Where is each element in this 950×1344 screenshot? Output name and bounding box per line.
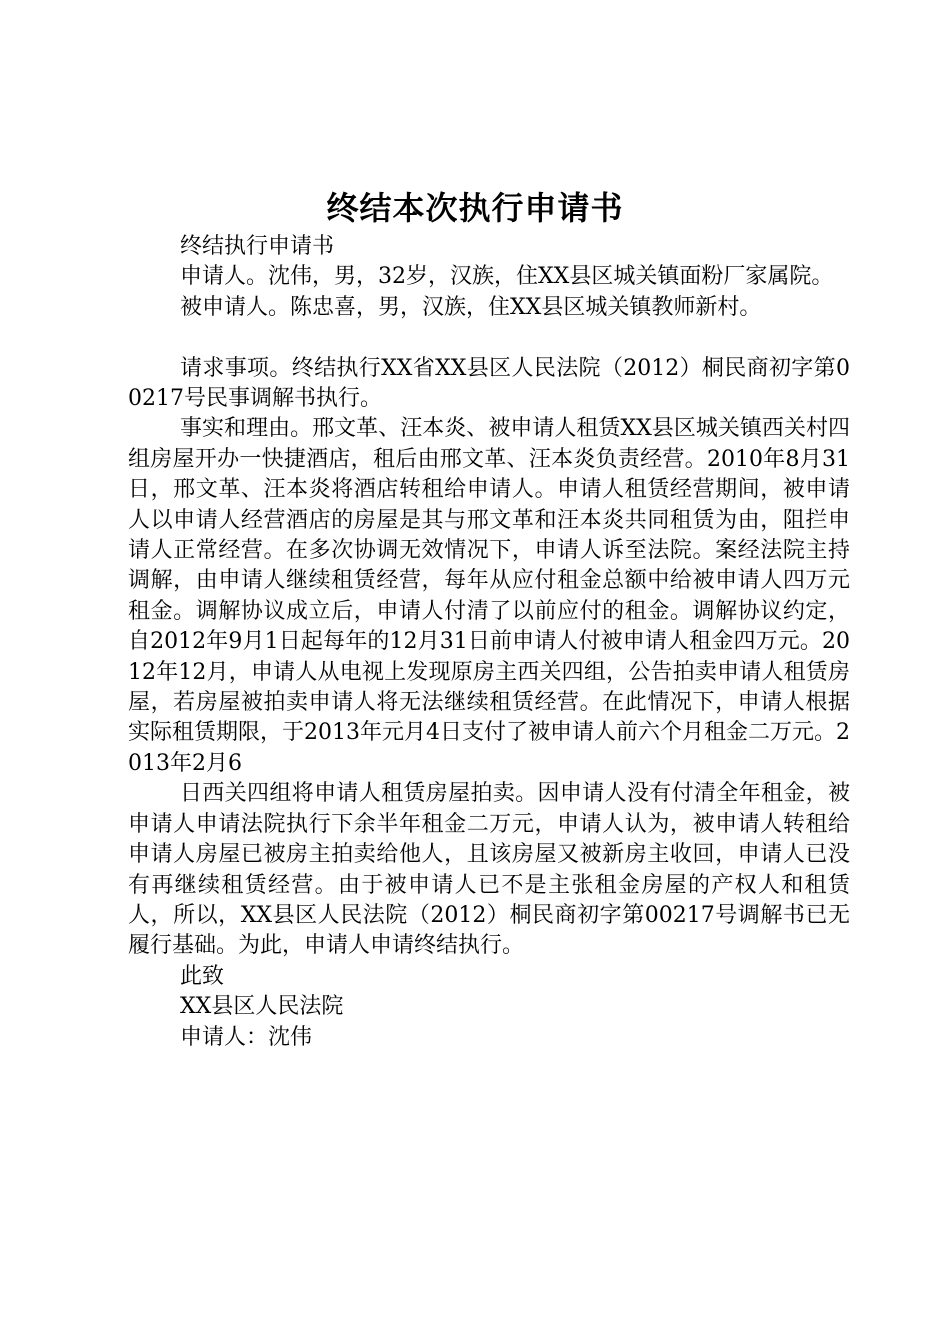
applicant-info: 申请人。沈伟，男，32岁，汉族，住XX县区城关镇面粉厂家属院。 (180, 264, 834, 290)
document-title: 终结本次执行申请书 (326, 189, 624, 227)
request-items: 请求事项。终结执行XX省XX县区人民法院（2012）桐民商初字第00217号民事调解书执行。 (128, 355, 850, 412)
facts-and-reasons: 事实和理由。邢文革、汪本炎、被申请人租赁XX县区城关镇西关村四组房屋开办一快捷酒店，租后由邢文革、汪本炎负责经营。2010年8月31日，邢文革、汪本炎将酒店转租给申请人。申请人租赁经营期间，被申请人以申请人经营酒店的房屋是其与邢文革和汪本炎共同租赁为由，阻拦申请人正常经营。在多次协调无效情况下，申请人诉至法院。案经法院主持调解，由申请人继续租赁经营，每年从应付租金总额中给被申请人四万元租金。调解协议成立后，申请人付清了以前应付的租金。调解协议约定，自2012年9月1日起每年的12月31日前申请人付被申请人租金四万元。2012年12月，申请人从电视上发现原房主西关四组，公告拍卖申请人租赁房屋，若房屋被拍卖申请人将无法继续租赁经营。在此情况下，申请人根据实际租赁期限，于2013年元月4日支付了被申请人前六个月租金二万元。2013年2月6 (128, 416, 850, 776)
salutation: 此致 (180, 963, 225, 989)
signature-applicant: 申请人：沈伟 (180, 1024, 313, 1050)
facts-continued: 日西关四组将申请人租赁房屋拍卖。因申请人没有付清全年租金，被申请人申请法院执行下余半年租金二万元，申请人认为，被申请人转租给申请人房屋已被房主拍卖给他人，且该房屋又被新房主收回，申请人已没有再继续租赁经营。由于被申请人已不是主张租金房屋的产权人和租赁人，所以，XX县区人民法院（2012）桐民商初字第00217号调解书已无履行基础。为此，申请人申请终结执行。 (128, 781, 850, 959)
respondent-info: 被申请人。陈忠喜，男，汉族，住XX县区城关镇教师新村。 (180, 294, 762, 320)
addressee-court: XX县区人民法院 (180, 994, 344, 1020)
doc-subtitle: 终结执行申请书 (180, 234, 335, 259)
blank-line (128, 323, 850, 353)
document-body (128, 232, 850, 1053)
